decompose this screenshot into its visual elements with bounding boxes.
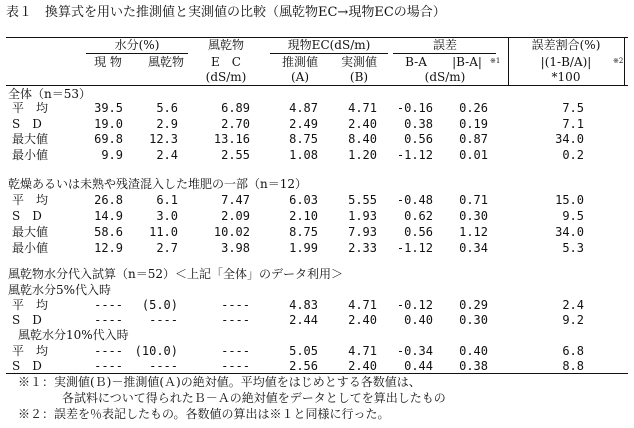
row-label: 平 均 [12,101,49,115]
cell-dry-ec: 13.16 [213,132,250,146]
cell-water-fresh: 69.8 [94,132,123,146]
cell-error-abs: 1.12 [459,225,488,239]
trial-sub-label: 風乾水分10%代入時 [18,328,129,342]
cell-water-dry: 11.0 [149,225,178,239]
cell-water-dry: (10.0) [134,344,178,358]
cell-ratio: 0.2 [562,147,584,162]
cell-error-abs: 0.29 [459,298,488,312]
cell-estimated: 4.87 [289,101,318,115]
cell-measured: 4.71 [348,344,377,358]
cell-dry-ec: 6.89 [221,101,250,115]
cell-water-dry: 5.6 [156,101,178,115]
cell-error-abs: 0.01 [459,147,488,162]
cell-error-ba: 0.40 [404,313,433,327]
note-2: ※２：誤差を％表記したもの。各数値の算出は※１と同様に行った。 [18,407,390,421]
row-label: 最小値 [12,241,49,255]
header-measured-sym: (B) [349,70,369,84]
row-label: 平 均 [12,298,49,312]
header-estimated-sym: (A) [290,70,310,84]
bottom-rule [6,373,628,374]
header-dry-ec-2: E C [211,55,241,69]
cell-dry-ec: ---- [221,313,250,327]
header-ratio-mark: ※2 [613,57,624,65]
cell-error-ba: 0.62 [404,209,433,223]
note-1-continued: 各試料について得られたＢ－Ａの絶対値をデータとしてを算出したもの [62,391,446,405]
cell-water-dry: 2.4 [156,147,178,162]
cell-water-dry: 12.3 [149,132,178,146]
row-label: 平 均 [12,344,49,358]
cell-dry-ec: 2.70 [221,116,250,131]
water-underline [86,53,188,54]
header-estimated: 推測値 [281,55,319,69]
note-1: ※１：実測値(Ｂ)－推測値(Ａ)の絶対値。平均値をはじめとする各数値は、 [18,375,421,389]
header-error: 誤差 [432,38,458,52]
cell-water-fresh: 39.5 [94,101,123,115]
ratio-divider [508,38,509,85]
cell-water-dry: 6.1 [156,193,178,207]
group-label: 乾燥あるいは未熟や残渣混入した堆肥の一部（n＝12） [8,177,308,191]
header-error-abs: |B-A| [452,55,482,69]
cell-error-abs: 0.34 [459,241,488,255]
cell-error-ba: -1.12 [396,147,433,162]
row-label: 平 均 [12,193,49,207]
cell-error-ba: -0.12 [396,298,433,312]
cell-measured: 4.71 [348,298,377,312]
header-error-ba: B-A [405,55,427,69]
cell-measured: 2.33 [348,241,377,255]
cell-error-ba: -0.34 [396,344,433,358]
cell-error-ba: 0.56 [404,132,433,146]
cell-estimated: 2.10 [289,209,318,223]
cell-estimated: 2.44 [289,313,318,327]
cell-error-abs: 0.87 [459,132,488,146]
header-water-dry: 風乾物 [147,55,185,69]
cell-water-fresh: 19.0 [94,116,123,131]
cell-ratio: 6.8 [562,344,584,358]
cell-measured: 2.40 [348,359,377,373]
cell-dry-ec: ---- [221,359,250,373]
cell-dry-ec: 3.98 [221,241,250,255]
group-label: 全体（n＝53） [8,87,91,101]
cell-error-ba: 0.38 [404,116,433,131]
cell-dry-ec: ---- [221,298,250,312]
cell-ratio: 7.1 [562,116,584,131]
trial-label: 風乾物水分代入試算（n＝52）＜上記「全体」のデータ利用＞ [8,267,344,281]
cell-estimated: 4.83 [289,298,318,312]
cell-water-fresh: ---- [94,344,123,358]
cell-dry-ec: 2.09 [221,209,250,223]
cell-water-dry: ---- [149,359,178,373]
cell-estimated: 8.75 [289,225,318,239]
header-dry-ec-1: 風乾物 [207,38,245,52]
cell-error-abs: 0.26 [459,101,488,115]
trial-sub-label: 風乾水分5%代入時 [8,283,112,297]
cell-error-abs: 0.40 [459,344,488,358]
header-error-abs-mark: ※1 [490,57,501,65]
row-label: 最大値 [12,132,49,146]
header-water-fresh: 現 物 [94,55,122,69]
cell-ratio: 9.2 [562,313,584,327]
cell-water-dry: 2.7 [156,241,178,255]
cell-error-abs: 0.71 [459,193,488,207]
header-water: 水分(%) [114,38,160,52]
cell-estimated: 5.05 [289,344,318,358]
cell-dry-ec: 10.02 [213,225,250,239]
cell-measured: 2.40 [348,116,377,131]
cell-ratio: 15.0 [555,193,584,207]
row-label: S D [12,116,42,131]
cell-measured: 2.40 [348,313,377,327]
cell-ratio: 2.4 [562,298,584,312]
header-ratio: 誤差割合(%) [531,38,601,52]
cell-ratio: 34.0 [555,225,584,239]
cell-water-fresh: ---- [94,313,123,327]
cell-estimated: 8.75 [289,132,318,146]
cell-estimated: 6.03 [289,193,318,207]
cell-ratio: 5.3 [562,241,584,255]
cell-water-fresh: ---- [94,298,123,312]
header-error-unit: (dS/m) [424,70,466,84]
cell-error-ba: -0.48 [396,193,433,207]
header-dry-ec-unit: (dS/m) [205,70,247,84]
cell-water-dry: ---- [149,313,178,327]
cell-measured: 1.20 [348,147,377,162]
cell-water-dry: 2.9 [156,116,178,131]
cell-water-fresh: ---- [94,359,123,373]
cell-error-abs: 0.19 [459,116,488,131]
cell-water-fresh: 26.8 [94,193,123,207]
row-label: S D [12,209,42,223]
cell-error-abs: 0.30 [459,209,488,223]
cell-ratio: 8.8 [562,359,584,373]
cell-water-dry: 3.0 [156,209,178,223]
cell-ratio: 9.5 [562,209,584,223]
cell-estimated: 1.08 [289,147,318,162]
cell-water-fresh: 9.9 [101,147,123,162]
cell-measured: 7.93 [348,225,377,239]
cell-measured: 1.93 [348,209,377,223]
cell-error-ba: -1.12 [396,241,433,255]
cell-water-fresh: 14.9 [94,209,123,223]
cell-dry-ec: 7.47 [221,193,250,207]
cell-measured: 5.55 [348,193,377,207]
row-label: 最小値 [12,147,49,162]
error-underline [393,53,496,54]
cell-error-abs: 0.38 [459,359,488,373]
header-fresh-ec: 現物EC(dS/m) [287,38,371,52]
cell-ratio: 7.5 [562,101,584,115]
cell-water-fresh: 12.9 [94,241,123,255]
cell-error-ba: -0.16 [396,101,433,115]
cell-measured: 4.71 [348,101,377,115]
cell-water-fresh: 58.6 [94,225,123,239]
cell-estimated: 1.99 [289,241,318,255]
ratio-right-divider [624,38,625,85]
cell-error-ba: 0.44 [404,359,433,373]
header-measured: 実測値 [340,55,378,69]
cell-estimated: 2.56 [289,359,318,373]
header-ratio-mult: *100 [551,70,581,84]
row-label: S D [12,313,42,327]
table-title: 表１ 換算式を用いた推測値と実測値の比較（風乾物EC→現物ECの場合） [6,5,446,20]
cell-estimated: 2.49 [289,116,318,131]
header-rule [6,85,628,86]
cell-water-dry: (5.0) [141,298,178,312]
cell-error-ba: 0.56 [404,225,433,239]
cell-error-abs: 0.30 [459,313,488,327]
row-label: S D [12,359,42,373]
header-ratio-formula: |(1-B/A)| [540,55,592,69]
row-label: 最大値 [12,225,49,239]
cell-dry-ec: 2.55 [221,147,250,162]
cell-ratio: 34.0 [555,132,584,146]
cell-measured: 8.40 [348,132,377,146]
cell-dry-ec: ---- [221,344,250,358]
fresh-ec-underline [270,53,388,54]
